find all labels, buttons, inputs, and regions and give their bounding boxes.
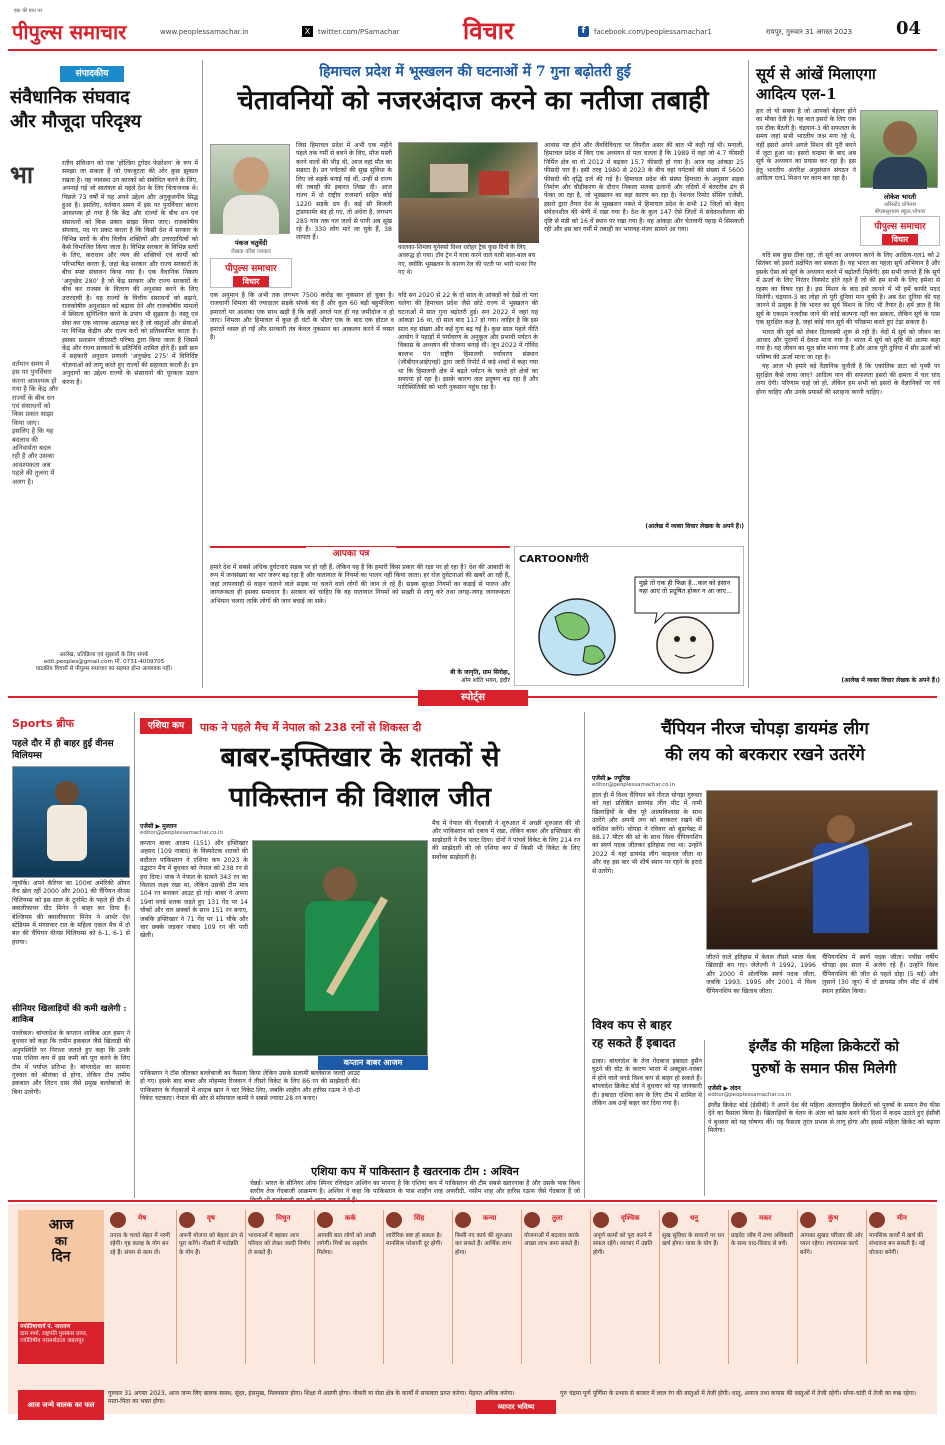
- sagittarius-icon: [662, 1212, 678, 1228]
- gemini-icon: [248, 1212, 264, 1228]
- sign-name: तुला: [552, 1214, 563, 1222]
- capricorn-icon: [731, 1212, 747, 1228]
- right-body2-para: यदि सब कुछ ठीक रहा, तो सूर्य का अध्ययन करने के लिए आदित्य-एल1 को 2 सितंबर को इसरो प्रक्षेपित कर सकता है। यह भारत का पहला सूर्य अभियान है और इसके ऐसा को सूर्य के अध्ययन करने में बढ़ोतरी मिलेगी। इस सभी जानते हैं कि सूर्य में ऊर्जा के लिए निरंतर विस्फोट होते रहते हैं जो की हम सभी के लिए हमेशा से रहस्य का विषय रहा है। इस मिशन के बाद इसे जानने में भी हमें काफी मदद मिलेगी। चंद्रयान-3 का लोहा तो पूरी दुनिया मान चुकी है। अब देश दुनिया की यह जानने में उत्सुक है कि भारत का सूर्य मिशन के लिए भी तैयार है। हमें ज्ञात है कि सूर्य के एकदम नजदीक जाने की कोई कल्पना नहीं कर सकता, लेकिन सूर्य के पास एक सुरक्षित कक्ष है, जहां कोई यान सूर्य की परिक्रमा करते हुए टेढ़ा सकता है।: [756, 252, 940, 327]
- sign-libra[interactable]: [522, 1210, 591, 1364]
- aries-icon: [110, 1212, 126, 1228]
- column-divider: [584, 712, 585, 1198]
- asia-body1: कप्तान बाबर आजम (151) और इफ्तिखार अहमद (109 नाबाद) के विस्फोटक शतकों की बदौलत पाकिस्तान ने एशिया कप 2023 के उद्घाटन मैच में बुधवार को नेपाल को 238 रन से हरा दिया। पाक ने नेपाल के सामने 343 रन का विशाल लक्ष्य रखा था, लेकिन उसकी टीम मात्र 104 रन बनाकर आउट हो गई। बाबर ने अपना 19वां वनडे शतक जड़ते हुए 131 गेंद पर 14 चौकों और चार छक्कों के साथ 151 रन बनाए, जबकि इफ्तिखार ने 71 गेंद पर 11 चौके और चार छक्के जड़कर नाबाद 109 रन की पारी खेली।: [140, 840, 248, 940]
- neeraj-email[interactable]: editor@peoplessamachar.co.in: [592, 782, 675, 788]
- right-author-role: असिस्टेंट प्रोफेसर: [883, 202, 917, 208]
- taurus-icon: [179, 1212, 195, 1228]
- asia-headline-line2: पाकिस्तान की विशाल जीत: [229, 782, 491, 813]
- editorial-body: रतीय संविधान को एक 'होल्डिंग टुगेदर फेडरेशन' के रूप में समझा जा सकता है जो एकजुटता की ओर कुछ झुकाव रखता है। यह व्यवस्था उन कारकों को संबोधित करने के लिए, अपनाई गई जो स्वतंत्रता से पहले देश के लिए चिंताजनक थे। पिछले 73 वर्षों में यह अपने उद्देश्य और अनुकूलनीय सिद्ध हुआ है। इसलिए, वर्तमान समय में इस पर पुनर्विचार करना आवश्यक हो गया है कि केंद्र और राज्यों के बीच धन एवं संसाधनों को किस प्रकार साझा किया जाए। राजकोषीय संघवाद, पद पर प्रकट करता है कि किसी देश में सरकार के विभिन्न स्तरों के बीच वित्तीय शक्तियों और उत्तरदायित्वों को कैसे विभाजित किया जाता है। विभिन्न सरकार के विभिन्न स्तरों के लिए, कराधान और व्यय की शक्तियों एवं कार्यों को परिभाषित करता है, जहां केंद्र सरकार और राज्य सरकारों के बीच स्पष्ट संचालन किया गया है। एक वैधानिक निकाय 'अनुच्छेद 280' है जो केंद्र सरकार और राज्य सरकारों के बीच कर राजस्व के वितरण की अनुशंसा करने के लिए उत्तरदायी है। यह राज्यों के वित्तीय संसाधनों को बढ़ाने, राजकोषीय अनुशासन को बढ़ावा देने और राजकोषीय मामलों में स्थिरता सुनिश्चित करने के उपाय भी सुझाता है। वस्तु एवं सेवा कर एक व्यापक अप्रत्यक्ष कर है जो वस्तुओं और सेवाओं पर विभिन्न केंद्रीय और राज्य करों को प्रतिस्थापित करता है। इसका प्रशासन जीएसटी परिषद द्वारा किया जाता है जिसमें केंद्र और राज्य सरकारों के प्रतिनिधि शामिल होते हैं। इसी क्रम में सहकारी अनुदान प्रणाली 'अनुच्छेद 275' में विनिर्दिष्ट योजनाओं को लागू करते हुए राज्यों की सहायता करती है। इन अनुदानों का उद्देश्य राज्यों के संसाधनों की पूरकता प्रदान करना है।: [62, 160, 198, 386]
- zodiac-grid: [108, 1210, 938, 1364]
- website-link[interactable]: www.peoplessamachar.in: [160, 28, 249, 36]
- newspaper-logo[interactable]: पीपुल्स समाचार: [12, 20, 127, 44]
- twitter-link[interactable]: twitter.com/PSamachar: [318, 28, 400, 36]
- sign-text: किसी नए कार्य की शुरुआत कर सकते हैं। आर्थिक लाभ होगा।: [455, 1233, 513, 1256]
- photo-caption: कालका-शिमला यूनेस्को विश्व धरोहर ट्रैक कुछ दिनों के लिए अवरुद्ध हो गया। टॉय ट्रेन में यात्रा करने वाले यात्री बाल-बाल बच गए, क्योंकि भूस्खलन के कारण रेल की पटरी पर भारी पत्थर गिर गए थे।: [398, 244, 537, 277]
- right-author-photo: [860, 110, 938, 188]
- author-role: लेखक वरिष्ठ पत्रकार: [231, 249, 271, 255]
- sign-cancer[interactable]: [315, 1210, 384, 1364]
- eng-body: इंग्लैंड क्रिकेट बोर्ड (ईसीबी) ने अपने देश की महिला अंतरराष्ट्रीय क्रिकेटरों को पुरुषों के समान मैच फीस देने का फैसला किया है। खिलाड़ियों के वेतन के अंतर को खत्म करने की दिशा में कदम उठाते हुए ईसीबी ने बुधवार को यह घोषणा की। यह फैसला तुरंत प्रभाव से लागू होगा और इससे महिला क्रिकेट को बढ़ावा मिलेगा।: [708, 1102, 940, 1135]
- sign-text: आपकी बात लोगों को अच्छी लगेगी। मित्रों का सहयोग मिलेगा।: [317, 1233, 376, 1256]
- dateline: रायपुर, गुरुवार 31 अगस्त 2023: [766, 28, 853, 36]
- sports-brief-logo: Sports ब्रीफ: [12, 717, 75, 730]
- sign-name: सिंह: [414, 1214, 425, 1222]
- sign-text: सुख सुविधा के साधनों पर धन खर्च होगा। यात्रा के योग हैं।: [662, 1233, 725, 1248]
- aquarius-icon: [800, 1212, 816, 1228]
- din-label: दिन: [51, 1249, 71, 1265]
- sign-name: वृश्चिक: [621, 1214, 640, 1222]
- neeraj-dateline: एजेंसी ▶ ज्यूरिख: [592, 775, 631, 782]
- bangla-body: ढाका। बांग्लादेश के तेज गेंदबाज इबादत हुसैन घुटने की चोट के कारण भारत में अक्टूबर-नवंबर में होने वाले वनडे विश्व कप से बाहर हो सकते हैं। बांग्लादेश क्रिकेट बोर्ड ने बुधवार को यह जानकारी दी। इबादत एशिया कप के लिए टीम में शामिल थे लेकिन अब उन्हें बाहर कर दिया गया है।: [592, 1058, 702, 1108]
- letters-box: [210, 546, 510, 686]
- asia-dateline: एजेंसी ▶ मुल्तान: [140, 823, 177, 830]
- bangla-headline: [592, 1016, 702, 1052]
- asia-headline: [140, 738, 580, 818]
- column-divider: [704, 1040, 705, 1196]
- ashwin-title: एशिया कप में पाकिस्तान है खतरनाक टीम : अश्विन: [311, 1165, 519, 1178]
- neeraj-headline-line2: की लय को बरकरार रखने उतरेंगे: [665, 745, 865, 765]
- neeraj-photo: [706, 790, 938, 950]
- sign-gemini[interactable]: [246, 1210, 315, 1364]
- sign-text: शारीरिक कष्ट हो सकता है। मानसिक परेशानी दूर होगी।: [386, 1233, 443, 1248]
- business-label: व्यापार भविष्य: [476, 1400, 556, 1414]
- pisces-icon: [869, 1212, 885, 1228]
- sign-name: कर्क: [345, 1214, 356, 1222]
- sign-text: मानसिक कार्यों में खर्च की संभावना बन सकती है। नई योजना बनेगी।: [869, 1233, 925, 1256]
- neeraj-headline: [592, 716, 938, 768]
- eng-headline-line2: पुरुषों के समान फीस मिलेगी: [751, 1061, 897, 1077]
- main-kicker: हिमाचल प्रदेश में भूस्खलन की घटनाओं में 7 गुना बढ़ोतरी हुई: [319, 64, 631, 80]
- editorial-footer-contact: आलेख, प्रतिक्रिया एवं सुझावों के लिए संपर्क: [59, 652, 149, 658]
- editorial-footer: [10, 652, 198, 682]
- sports-band: स्पोर्ट्स: [418, 690, 528, 706]
- right-body4-para: यह आज भी हमारे बड़े वैज्ञानिक चुनौती है कि एकांतिक डाटा को पृथ्वी पर सुरक्षित कैसे लाया जाए? आदित्य यान की सफलता इसरो की क्षमता में चार चांद लगा देगी। परिणाम चाहे जो हो, लेकिन हम सभी को इसरो के वैज्ञानिकों पर गर्व होना चाहिए और उनके प्रयासों की सराहना करनी चाहिए।: [756, 363, 940, 396]
- neeraj-body: हाल ही में विश्व चैंपियन बने नीरज चोपड़ा गुरुवार को यहां प्रतिष्ठित डायमंड लीग मीट में नामी खिलाड़ियों के बीच पूरे आत्मविश्वास के साथ उतरेंगे और अपनी लय को बरकरार रखने की कोशिश करेंगे। चोपड़ा ने रविवार को बुडापेस्ट में 88.17 मीटर की थ्रो के साथ विश्व चैंपियनशिप का स्वर्ण पदक जीतकर इतिहास रचा था। उन्होंने 2022 में यहां डायमंड लीग फाइनल जीता था और वह इस बार भी शीर्ष स्थान पर रहने के इरादे से उतरेंगे।: [592, 792, 702, 875]
- editorial-title: [10, 86, 196, 134]
- sign-text: योजनाओं में बदलाव करके अच्छा लाभ कमा सकते हैं।: [524, 1233, 580, 1248]
- cartoon-bubble-text: मुझे तो एक ही फिक्र है...कल को इंसान यहां आए तो प्रदूषित होकर न आ जाए...: [639, 579, 733, 595]
- landslide-photo: [398, 142, 538, 242]
- sign-text: अपनी योजना को बेहतर ढंग से पूरा करेंगे। नौकरी में पदोन्नति के योग हैं।: [179, 1233, 243, 1256]
- sign-leo[interactable]: [384, 1210, 453, 1364]
- aaj-label: आज: [48, 1217, 74, 1233]
- sign-capricorn[interactable]: [729, 1210, 798, 1364]
- facebook-icon: f: [578, 26, 589, 37]
- editorial-pullquote: वर्तमान समय में इस पर पुनर्विचार करना आवश्यक हो गया है कि केंद्र और राज्यों के बीच धन एवं संसाधनों को किस प्रकार साझा किया जाए। इसलिए है कि यह बदलाव की अनिवार्यता बदल रही है और उसका आवश्यकता अब पहले की तुलना में अलग है।: [12, 360, 58, 486]
- asia-body2: पाकिस्तान ने टॉस जीतकर बल्लेबाजी का फैसला किया लेकिन उसके सलामी बल्लेबाज जल्दी आउट हो गए। इसके बाद बाबर और मोहम्मद रिजवान ने तीसरे विकेट के लिए 86 रन की साझेदारी की। पाकिस्तान के गेंदबाजों में शादाब खान ने चार विकेट लिए, जबकि शाहीन और हारिस रऊफ ने दो-दो विकेट चटकाए। नेपाल की ओर से सोमपाल कामी ने सबसे ज्यादा 28 रन बनाए।: [140, 1070, 360, 1103]
- sign-text: प्राइवेट जॉब में उच्च अधिकारी के साथ वाद-विवाद से बचें।: [731, 1233, 794, 1248]
- main-headline: चेतावनियों को नजरअंदाज करने का नतीजा तबाही: [237, 86, 709, 116]
- author-photo: [210, 144, 290, 234]
- editorial-email[interactable]: edit.peoples@gmail.com: [43, 659, 113, 665]
- right-small-logo: पीपुल्स समाचार: [874, 222, 926, 232]
- horoscope-rule: [8, 1200, 937, 1202]
- cancer-icon: [317, 1212, 333, 1228]
- libra-icon: [524, 1212, 540, 1228]
- cartoon-box: [514, 546, 744, 686]
- sign-name: मेष: [138, 1214, 147, 1222]
- bangla-headline-line2: रह सकते हैं इबादत: [592, 1036, 676, 1050]
- sign-name: कुंभ: [828, 1214, 839, 1222]
- right-title-line1: सूर्य से आंखें मिलाएगा: [756, 65, 876, 83]
- eng-headline: [708, 1036, 940, 1080]
- main-col3: यदि सन 2020 से 22 के दो साल के आंकड़ों को देखें तो पता चलेगा की हिमाचल प्रदेश जैसे छोटे राज्य में भूस्खलन की घटनाओं में सात गुना बढ़ोतरी हुई। सन 2022 में जहां यह आंकड़ा 16 था, दो साल बाद 117 हो गया। जाहिर है कि इस साल यह संख्या और कई गुना बढ़ गई है। कुछ साल पहले नीति आयोग ने पहाड़ों में पर्यावरण के अनुकूल और प्रभावी पर्यटन के विकास के अध्ययन की योजना बनाई थी। जून 2022 में गोविंद बल्लभ पंत राष्ट्रीय हिमालयी पर्यावरण संस्थान (जीबीएनआईएचई) द्वारा जारी रिपोर्ट में कड़े शब्दों में कहा गया था कि हिमालयी क्षेत्र में बढ़ते पर्यटन के चलते हरे क्षेत्रों का सफाया हो रहा है। इसके कारण जल प्रदूषण बढ़ रहा है और पारिस्थितिकी को भारी नुकसान पहुंच रहा है।: [398, 292, 538, 392]
- sign-taurus[interactable]: [177, 1210, 246, 1364]
- babar-photo-caption: कप्तान बाबर आजम: [318, 1056, 428, 1070]
- sign-name: मीन: [897, 1214, 907, 1222]
- letters-sender: बी के जागृति, ग्राम सिरोहा,: [450, 669, 510, 676]
- letters-sender-place: ओम शांति भवन, इंदौर: [461, 677, 510, 684]
- sign-aries[interactable]: [108, 1210, 177, 1364]
- neeraj-body2: चैंपियनशिप में स्वर्ण पदक जीता। पचीस वर्षीय चोपड़ा इस साल में अजेय रहे हैं। उन्होंने विश्व चैंपियनशिप की जीत से पहले दोहा (5 मई) और लुसाने (30 जून) में दो डायमंड लीग मीट में शीर्ष स्थान हासिल किया।: [822, 954, 938, 995]
- logo-tagline: हक़ की बात पर: [14, 8, 43, 14]
- page-number: 04: [896, 18, 922, 39]
- sign-name: धनु: [690, 1214, 699, 1222]
- editorial-title-line1: संवैधानिक संघवाद: [10, 87, 130, 108]
- sign-name: कन्या: [483, 1214, 497, 1222]
- letters-body: हमारे देश में सबसे अधिक दुर्घटनाएं सड़क पर हो रही हैं, लेकिन यह है कि हमारी किस प्रकार की रक्षा पर हो रहा है? देश की आबादी के रूप में जनसंख्या का भार जरूर बढ़ रहा है और यातायात के नियमों का पालन नहीं किया जाता। हर रोज दुर्घटनाओं की खबरें आ रही हैं, जहां लापरवाही से वाहन चलाने वाले सड़क पर चलने वाले लोगों की जान ले रहे हैं। सड़क सुरक्षा नियमों का कड़ाई से पालन और जागरूकता ही इसका समाधान है। सरकार को चाहिए कि वह यातायात नियमों को सख्ती से लागू करे तथा जगह-जगह जागरूकता अभियान चलाए ताकि लोगों की जान बचाई जा सके।: [210, 564, 510, 605]
- sign-text: आपका सुखद परिवार की ओर ध्यान रहेगा। रचनात्मक कार्य बनेंगे।: [800, 1233, 863, 1256]
- editorial-disclaimer: पाठकीय विचारों से पीपुल्स समाचार का सहमत होना आवश्यक नहीं।: [35, 666, 173, 672]
- astrologer-name: ज्योतिषाचार्य पं. नारायण: [20, 1324, 71, 1330]
- asia-tag: एशिया कप: [140, 718, 192, 734]
- brief1-body: न्यूयॉर्क। अपने कॅरियर का 100वां अमेरिकी ओपन मैच खेल रहीं 2000 और 2001 की चैंपियन वीनस विलियम्स को इस साल के टूर्नामेंट के पहले ही दौर में क्वालीफायर ग्रीट मिनेन ने बाहर कर दिया है। बेल्जियम की क्वालीफायर मिनेन ने आर्थर ऐश स्टेडियम में मंगलवार रात के महिला एकल मैच में दो बार की चैंपियन वीनस विलियम्स को 6-1, 6-1 से हराया।: [12, 880, 130, 946]
- editorial-title-line2: और मौजूदा परिदृश्य: [10, 111, 142, 132]
- sign-name: मिथुन: [276, 1214, 291, 1222]
- right-body3-para: भारत की सूर्य को लेकर दिलचस्पी शुरू से रही है। वेदों में सूर्य को जीवन का आधार और पुराणों में देवता माना गया है। भारत में सूर्य को सृष्टि की आत्मा कहा गया है। यह जीवन का मूल स्रोत माना गया है और आज पूरी दुनिया में सौर ऊर्जा को भविष्य की ऊर्जा माना जा रहा है।: [756, 328, 940, 361]
- editorial-tag: संपादकीय: [60, 66, 124, 82]
- moon: [657, 617, 713, 673]
- sign-scorpio[interactable]: [591, 1210, 660, 1364]
- leo-icon: [386, 1212, 402, 1228]
- editorial-dropcap: भा: [10, 160, 34, 189]
- asia-kicker: पाक ने पहले मैच में नेपाल को 238 रनों से शिकस्त दी: [200, 721, 422, 734]
- main-col4: आवास नष्ट होने और जैवविविधता पर विपरीत असर की बात भी कही गई थी। मनाली, हिमाचल प्रदेश में किए एक अध्ययन से पता चलता है कि 1989 में वहां जो 4.7 फीसदी निर्मित क्षेत्र था वो 2012 में बढ़कर 15.7 फीसदी हो गया है। आज यह आंकड़ा 25 फीसदी पार है। इसी तरह 1980 से 2023 के बीच वहां पर्यटकों की संख्या में 5600 फीसदी की वृद्धि दर्ज की गई है। हिमाचल प्रदेश की संस्था हिमधरा के अनुसार सड़क निर्माण और चौड़ीकरण के दौरान निकला मलबा ढलानों और नदियों में बेतरतीब ढंग से फेंका जा रहा है, जो भूस्खलन का बड़ा कारण बन रहा है। नेशनल रिमोट सेंसिंग एजेंसी, इसरो द्वारा तैयार देश के भूस्खलन नक्शे में हिमाचल प्रदेश के सभी 12 जिलों को बेहद संवेदनशील की श्रेणी में रखा गया है। देश के कुल 147 ऐसे जिलों में संवेदनशीलता की दृष्टि से मंडी को 16 वें स्थान पर रखा गया है। यह आंकड़ा और चेतावनी पहाड़ में सिसकती रही और इस बार गर्मी में तबाही का भयावह मंजर सामने आ गया।: [544, 142, 744, 234]
- main-col2: एक अनुमान है कि अभी तक लगभग 7500 करोड़ का नुकसान हो चुका है। राजधानी शिमला की ज्यादातर सड़कें संपर्क बंद हैं और कुल 60 बड़ी बहुमंजिला इमारतों पर आशंका एक साथ खड़ी है कि कहीं अगले पल ही यह जमींदोज न हो जाए। शिमला और हिमाचल में कुछ ही घंटों के भीतर एक के बाद एक होटल व इमारतें ध्वस्त हो गईं और सरकारी तंत्र केवल नुकसान का आकलन करने में व्यस्त है।: [210, 292, 394, 342]
- sign-text: भावनाओं में बहकर आप परिवार को लेकर जल्दी निर्णय ले सकते हैं।: [248, 1233, 310, 1256]
- virgo-icon: [455, 1212, 471, 1228]
- sign-aquarius[interactable]: [798, 1210, 867, 1364]
- astrologer-box: [18, 1322, 104, 1364]
- right-article-title: [756, 64, 940, 104]
- small-logo: पीपुल्स समाचार: [225, 264, 277, 274]
- masthead-rule: [8, 49, 937, 51]
- sign-text: तनाव के चलते सेहत में नरमी रहेगी। गृह कलह के योग बन रहे हैं। संयम से काम लें।: [110, 1233, 171, 1256]
- author-name: पंकज चतुर्वेदी: [234, 239, 268, 247]
- right-title-line2: आदित्य एल-1: [756, 85, 837, 103]
- sign-sagittarius[interactable]: [660, 1210, 729, 1364]
- asia-email[interactable]: editor@peoplessamachar.co.in: [140, 830, 223, 836]
- main-col1: जिस हिमाचल प्रदेश में अभी एक महीने पहले तक गर्मी से बचने के लिए, मौज मस्ती करने वालों की भीड़ थी, आज वहां मौत का सन्नाटा है। उन पर्यटकों की सुख सुविधा के लिए जो सड़कें बनाई गई थीं, उन्हीं से राज्य की तबाही की इबारत लिखा दी। आज राज्य में दो राष्ट्रीय राजमार्ग सहित कोई 1220 सड़कें ठप हैं। कई सौ बिजली ट्रांसफार्मर बंद हो गए, तो अंधेरा है, लगभग 285 गांव तक नल जलों से पानी अब सूख रहे हैं। 330 लोग मारे जा चुके हैं, 38 लापता हैं।: [296, 142, 392, 242]
- column-divider: [748, 60, 749, 688]
- sign-name: वृष: [207, 1214, 215, 1222]
- eng-headline-line1: इंग्लैंड की महिला क्रिकेटरों को: [748, 1039, 900, 1055]
- venus-photo: [12, 766, 130, 878]
- right-author-org: बीएससूरधाम स्कूल,भोपाल: [874, 209, 926, 215]
- right-body2: [756, 252, 940, 530]
- astrologer-detail: दास शर्मा, राष्ट्रपति पुरस्कार प्राप्त, ज्योतिषीय परामर्शदाता जबलपुर: [20, 1331, 88, 1344]
- facebook-link[interactable]: facebook.com/peoplessamachar1: [594, 28, 712, 36]
- business-text: गुरु चंद्रमा पूर्ण पूर्णिमा के प्रभाव से बाजार में लाल रंग की वस्तुओं में तेजी होगी। धातु, अनाज तथा कपास की वस्तुओं में तेजी रहेगी। सोना-चांदी में तेजी का रुख रहेगा।: [560, 1390, 917, 1397]
- cartoon-title: CARTOONगीरी: [519, 554, 589, 565]
- sign-text: अपूर्ण कामों को पूरा करने में सफल रहेंगे। व्यापार में उन्नति होगी।: [593, 1233, 653, 1256]
- section-title: विचार: [463, 16, 514, 45]
- aaj-ka-din-box: [18, 1210, 104, 1322]
- ashwin-body: चेन्नई। भारत के सीनियर ऑफ स्पिनर रविचंद्रन अश्विन का मानना है कि एशिया कप में पाकिस्तान की टीम सबसे खतरनाक है और उसके पास विश्व स्तरीय तेज गेंदबाजी आक्रमण है। अश्विन ने कहा कि पाकिस्तान के पास शाहीन शाह अफरीदी, नसीम शाह और हारिस रऊफ जैसे गेंदबाज हैं जो: [250, 1180, 580, 1196]
- scorpio-icon: [593, 1212, 609, 1228]
- right-signoff: (आलेख में व्यक्त विचार लेखक के अपने हैं।): [841, 677, 940, 684]
- brief1-title: पहले दौर में ही बाहर हुईं वीनस विलियम्स: [12, 739, 114, 761]
- sign-virgo[interactable]: [453, 1210, 522, 1364]
- masthead: [0, 0, 945, 58]
- right-small-logo-box: [860, 216, 940, 246]
- eng-email[interactable]: editor@peoplessamachar.co.in: [708, 1092, 791, 1098]
- asia-body3: मैच में नेपाल की गेंदबाजी ने शुरुआत में अच्छी शुरुआत की थी और पाकिस्तान को दबाव में रखा, लेकिन बाबर और इफ्तिखार की साझेदारी ने मैच पलट दिया। दोनों ने पांचवें विकेट के लिए 214 रन की साझेदारी की जो एशिया कप में किसी भी विकेट के लिए सर्वोच्च साझेदारी है।: [432, 820, 580, 861]
- editorial-phone: मो. 0731-4009705: [114, 659, 165, 665]
- child-label: आज जन्मे बालक का फल: [18, 1390, 104, 1420]
- right-author-name: लोकेश भारती: [883, 193, 917, 201]
- asia-headline-line1: बाबर-इफ्तिखार के शतकों से: [220, 742, 500, 773]
- small-logo-box: [210, 258, 292, 288]
- panchang-text: गुरुवार 31 अगस्त 2023, आज जन्म लिए बालक स्वस्थ, सुंदर, हंसमुख, मिलनसार होगा। शिक्षा में अग्रणी होगा। नौकरी या सेवा क्षेत्र के कार्यों में सफलता प्राप्त करेगा। मेहनत अधिक करेगा। माता-पिता का भक्त होगा।: [108, 1390, 515, 1406]
- main-signoff: (आलेख में व्यक्त विचार लेखक के अपने हैं।): [645, 523, 744, 530]
- sign-pisces[interactable]: [867, 1210, 938, 1364]
- letters-title: आपका पत्र: [306, 547, 396, 561]
- neeraj-headline-line1: चैंपियन नीरज चोपड़ा डायमंड लीग: [661, 719, 869, 739]
- neeraj-body3: जीतने वाले इतिहास में केवल तीसरे भाला फेंक खिलाड़ी बन गए। जेलेज्नी ने 1992, 1996 और 2000 में ओलंपिक स्वर्ण पदक जीता, जबकि 1993, 1995 और 2001 में विश्व चैंपियनशिप का खिताब जीता।: [706, 954, 816, 995]
- right-body1: हार तो यो सबक है जो आपको बेहतर होने का मौका देती है। यह बात इसरो के लिए एक दम ठीक बैठती है। चंद्रयान-3 की सफलता के समय जहां सभी भारतीय जश्न मना रहे थे, वहीं इसरो अपने अगले मिशन की पूरी करने में जुटा हुआ था। इसरो चन्द्रमा के बाद अब सूर्य के अध्ययन का प्रयास कर रहा है। इस हेतु भारतीय अंतरिक्ष अनुसंधान संगठन ने आदित्य एल1 मिशन पर काम कर रहा है।: [756, 108, 856, 183]
- bangla-headline-line1: विश्व कप से बाहर: [592, 1018, 672, 1032]
- babar-photo: [252, 840, 428, 1056]
- right-small-logo-tag: विचार: [882, 234, 918, 245]
- brief2-body: पल्लेकल। बांग्लादेश के कप्तान शाकिब अल हसन ने बुधवार को कहा कि तमीम इकबाल जैसे खिलाड़ी की अनुपस्थिति पर निराशा जताते हुए कहा कि उनके पास एशिया कप में इस कमी को पूरा करने के लिए टीम में पर्याप्त प्रतिभा है। बांग्लादेश का सामना गुरुवार को श्रीलंका से होगा, लेकिन टीम तमीम इकबाल और लिटन दास जैसे प्रमुख बल्लेबाजों के बिना उतरेगी।: [12, 1030, 130, 1096]
- twitter-x-icon: X: [302, 26, 313, 37]
- sign-name: मकर: [759, 1214, 772, 1222]
- eng-dateline: एजेंसी ▶ लंदन: [708, 1085, 741, 1092]
- brief2-title: सीनियर खिलाड़ियों की कमी खलेगी : शाकिब: [12, 1004, 127, 1025]
- column-divider: [134, 712, 135, 1198]
- small-logo-tag: विचार: [233, 276, 269, 287]
- column-divider: [202, 60, 203, 688]
- cartoon-drawing: [515, 547, 745, 687]
- ka-label: का: [54, 1234, 68, 1248]
